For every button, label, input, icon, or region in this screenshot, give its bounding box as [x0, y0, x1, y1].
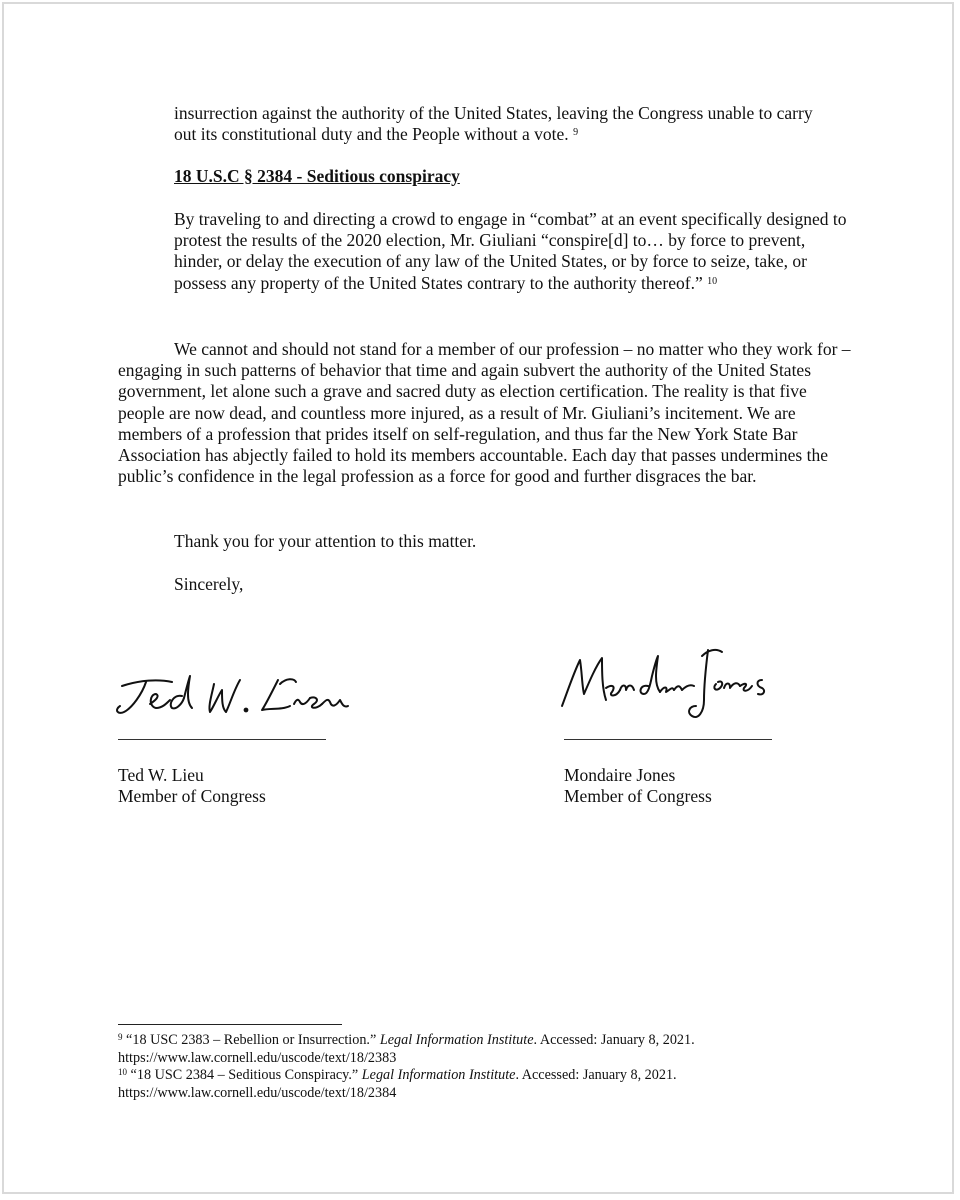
footnote-number: 10 — [118, 1067, 127, 1078]
footnotes — [118, 1032, 818, 1102]
footnote-title: “18 USC 2384 – Seditious Conspiracy.” — [130, 1067, 359, 1084]
signature-ted-lieu — [110, 660, 350, 730]
signatory-title: Member of Congress — [118, 786, 266, 806]
footnote-10 — [118, 1067, 818, 1102]
signatory-title: Member of Congress — [564, 786, 712, 806]
paragraph-seditious-conspiracy-text: By traveling to and directing a crowd to engage in “combat” at an event specifically designed to protest the results of the 2020 election, Mr. Giuliani “conspire[d] to… by force to prevent, hinder, or delay the execution of any law of the United States, or by force to seize, take, or possess any property of the United States contrary to the authority thereof.” — [174, 209, 847, 293]
footnote-number: 9 — [118, 1032, 123, 1042]
footnote-accessed: . Accessed: January 8, 2021. — [515, 1067, 677, 1084]
paragraph-seditious-conspiracy — [174, 209, 850, 294]
signature-line-right — [564, 739, 772, 740]
footnote-9 — [118, 1032, 818, 1067]
footnote-separator — [118, 1024, 342, 1025]
signatory-block-right — [564, 765, 712, 807]
signature-line-left — [118, 739, 326, 740]
paragraph-insurrection — [174, 103, 834, 145]
footnote-url[interactable]: https://www.law.cornell.edu/uscode/text/18/2383 — [118, 1049, 397, 1066]
signature-mondaire-jones — [556, 636, 776, 726]
footnote-ref-9[interactable]: 9 — [573, 127, 579, 139]
footnote-accessed: . Accessed: January 8, 2021. — [533, 1032, 695, 1048]
paragraph-profession: We cannot and should not stand for a member of our profession – no matter who they work for – engaging in such patterns of behavior that time and again subvert the authority of the United States government, let alone such a grave and sacred duty as election certification. The reality is that five people are now dead, and countless more injured, as a result of Mr. Giuliani’s incitement. We are members of a profession that prides itself on self-regulation, and thus far the New York State Bar Association has abjectly failed to hold its members accountable. Each day that passes undermines the public’s confidence in the legal profession as a force for good and further disgraces the bar. — [118, 339, 851, 487]
paragraph-insurrection-text: insurrection against the authority of the United States, leaving the Congress unable to carry out its constitutional duty and the People without a vote. — [174, 103, 813, 145]
signatory-name: Mondaire Jones — [564, 765, 676, 785]
footnote-source: Legal Information Institute — [379, 1032, 534, 1048]
footnote-ref-10[interactable]: 10 — [707, 275, 718, 287]
signatory-block-left — [118, 765, 266, 807]
signatory-name: Ted W. Lieu — [118, 765, 204, 785]
footnote-url[interactable]: https://www.law.cornell.edu/uscode/text/18/2384 — [118, 1084, 397, 1101]
closing-sincerely: Sincerely, — [174, 574, 244, 594]
footnote-source: Legal Information Institute — [361, 1067, 516, 1084]
closing-thanks: Thank you for your attention to this matter. — [174, 531, 477, 551]
section-heading-seditious-conspiracy: 18 U.S.C § 2384 - Seditious conspiracy — [174, 166, 460, 186]
footnote-title: “18 USC 2383 – Rebellion or Insurrection.” — [126, 1032, 377, 1048]
